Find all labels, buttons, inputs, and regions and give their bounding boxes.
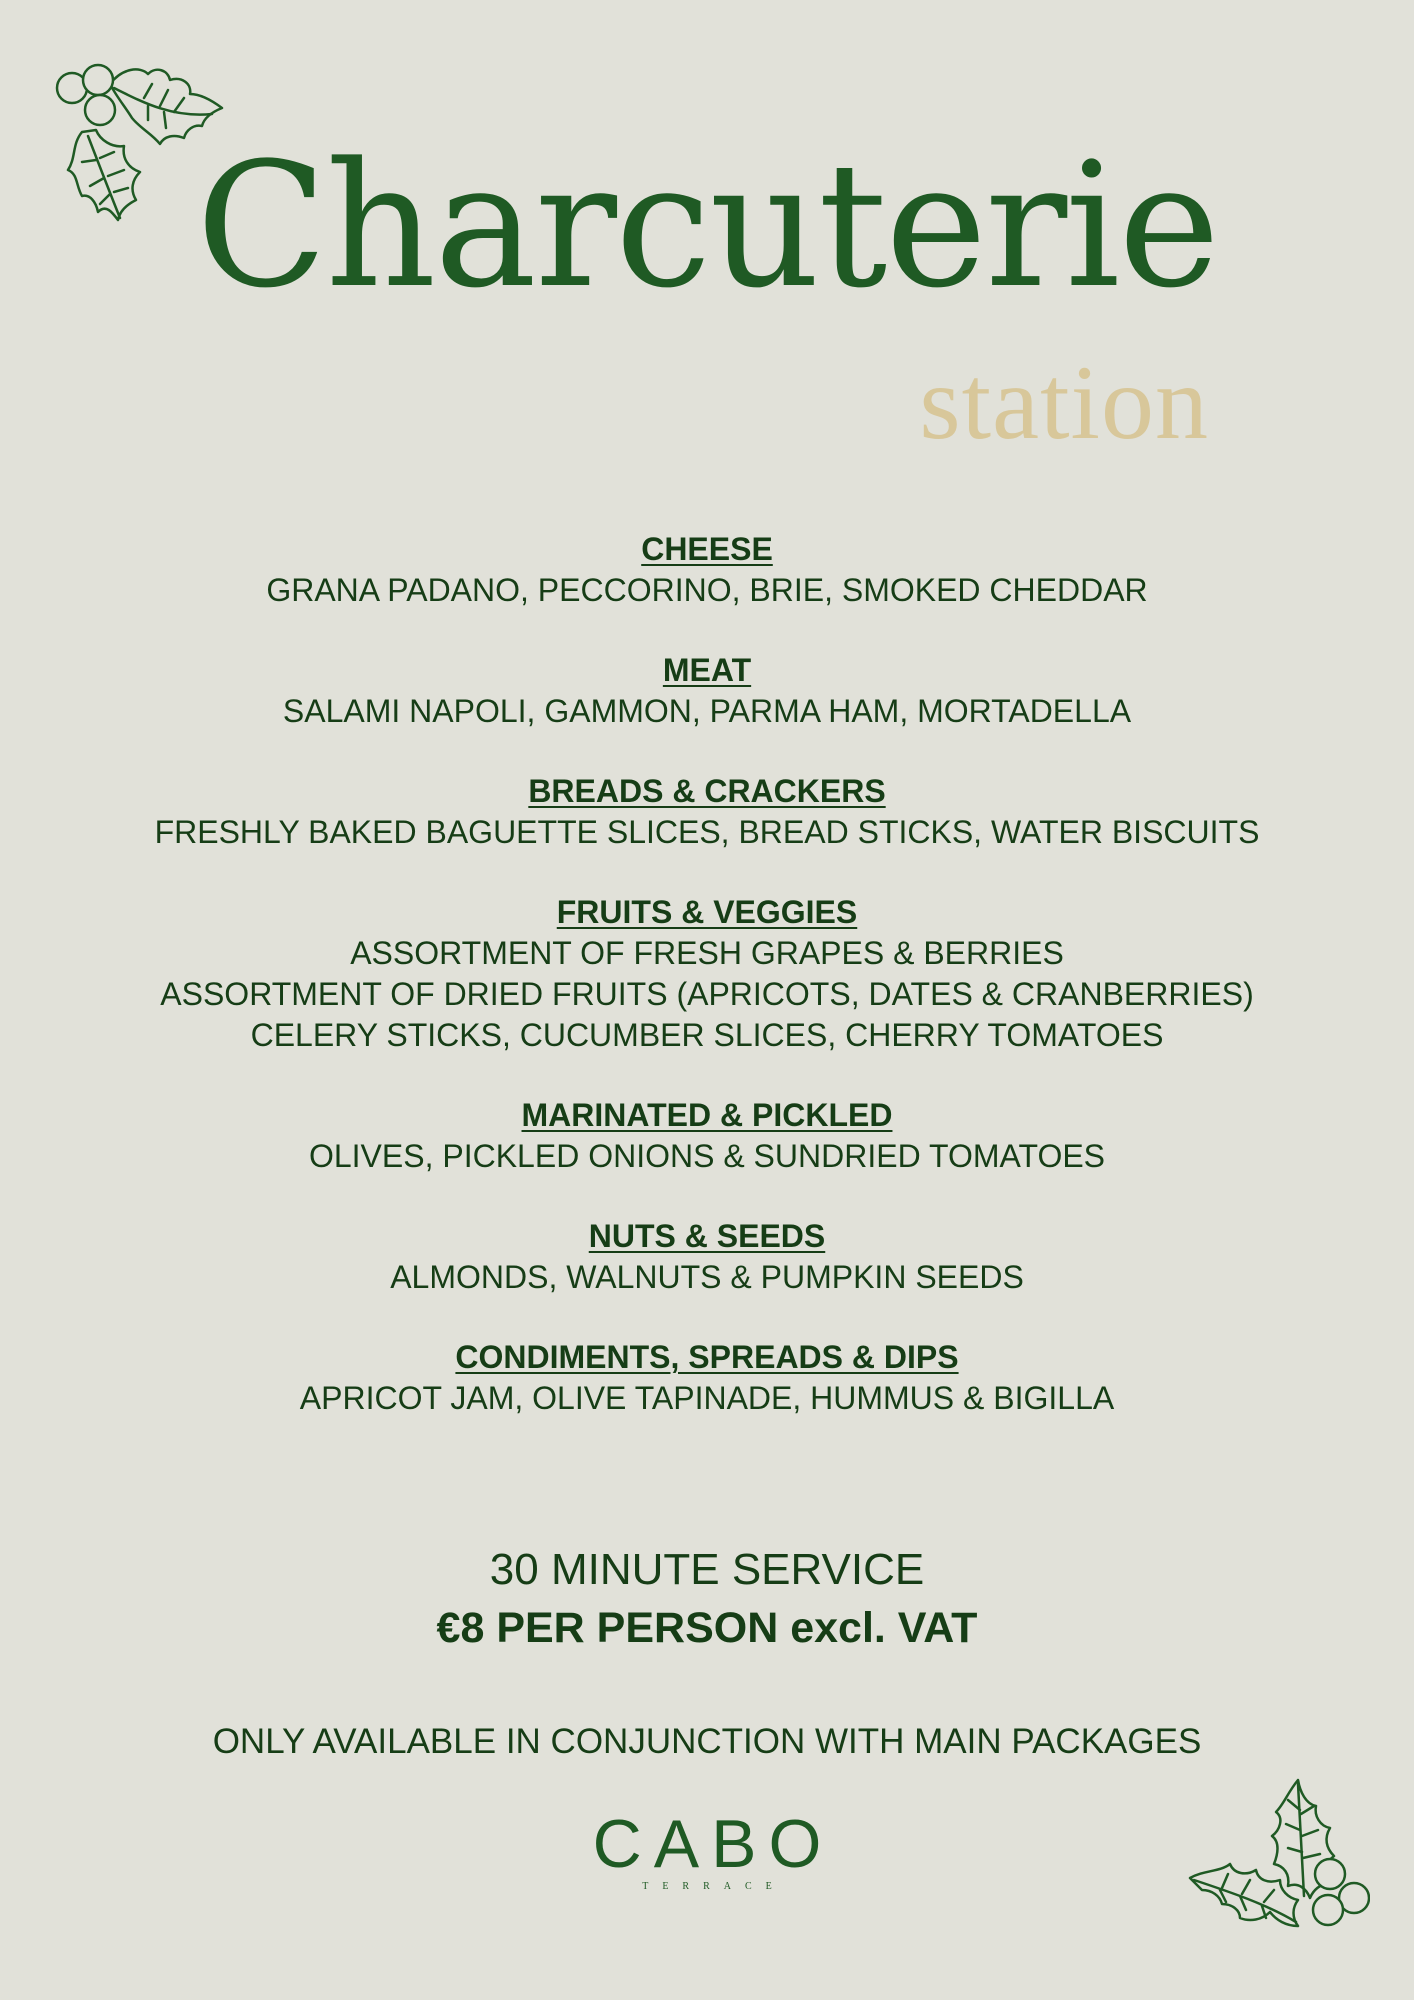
service-duration: 30 MINUTE SERVICE bbox=[489, 1545, 925, 1594]
section-title: CONDIMENTS, SPREADS & DIPS bbox=[455, 1339, 959, 1375]
section-items: SALAMI NAPOLI, GAMMON, PARMA HAM, MORTADELLA bbox=[282, 693, 1132, 729]
price-label: €8 PER PERSON excl. VAT bbox=[436, 1604, 978, 1652]
page-subtitle: station bbox=[919, 344, 1209, 461]
menu-section-fruits bbox=[0, 891, 1414, 1056]
section-items: GRANA PADANO, PECCORINO, BRIE, SMOKED CHEDDAR bbox=[266, 572, 1148, 608]
section-items: CELERY STICKS, CUCUMBER SLICES, CHERRY TOMATOES bbox=[250, 1017, 1164, 1053]
section-title: NUTS & SEEDS bbox=[588, 1218, 826, 1254]
menu-section-condiments bbox=[0, 1336, 1414, 1419]
menu-section-marinated bbox=[0, 1094, 1414, 1177]
availability-note: ONLY AVAILABLE IN CONJUNCTION WITH MAIN PACKAGES bbox=[212, 1722, 1202, 1761]
section-title: FRUITS & VEGGIES bbox=[556, 894, 858, 930]
page-title: Charcuterie bbox=[195, 125, 1219, 326]
section-title: MARINATED & PICKLED bbox=[521, 1097, 893, 1133]
section-items: ASSORTMENT OF DRIED FRUITS (APRICOTS, DATES & CRANBERRIES) bbox=[160, 976, 1254, 1012]
logo-subtitle: TERRACE bbox=[642, 1881, 786, 1892]
menu-section-breads bbox=[0, 770, 1414, 853]
menu-section-meat bbox=[0, 649, 1414, 732]
section-title: BREADS & CRACKERS bbox=[528, 773, 886, 809]
logo-name: CABO bbox=[592, 1806, 834, 1882]
menu-section-nuts bbox=[0, 1215, 1414, 1298]
section-title: CHEESE bbox=[641, 531, 773, 567]
section-items: OLIVES, PICKLED ONIONS & SUNDRIED TOMATOES bbox=[308, 1138, 1106, 1174]
section-items: ASSORTMENT OF FRESH GRAPES & BERRIES bbox=[350, 935, 1064, 971]
menu-section-cheese bbox=[0, 528, 1414, 611]
section-items: APRICOT JAM, OLIVE TAPINADE, HUMMUS & BIGILLA bbox=[299, 1380, 1115, 1416]
section-items: ALMONDS, WALNUTS & PUMPKIN SEEDS bbox=[390, 1259, 1024, 1295]
section-title: MEAT bbox=[662, 652, 752, 688]
menu-list bbox=[0, 528, 1414, 1457]
section-items: FRESHLY BAKED BAGUETTE SLICES, BREAD STICKS, WATER BISCUITS bbox=[154, 814, 1260, 850]
holly-icon bbox=[1180, 1770, 1370, 1940]
